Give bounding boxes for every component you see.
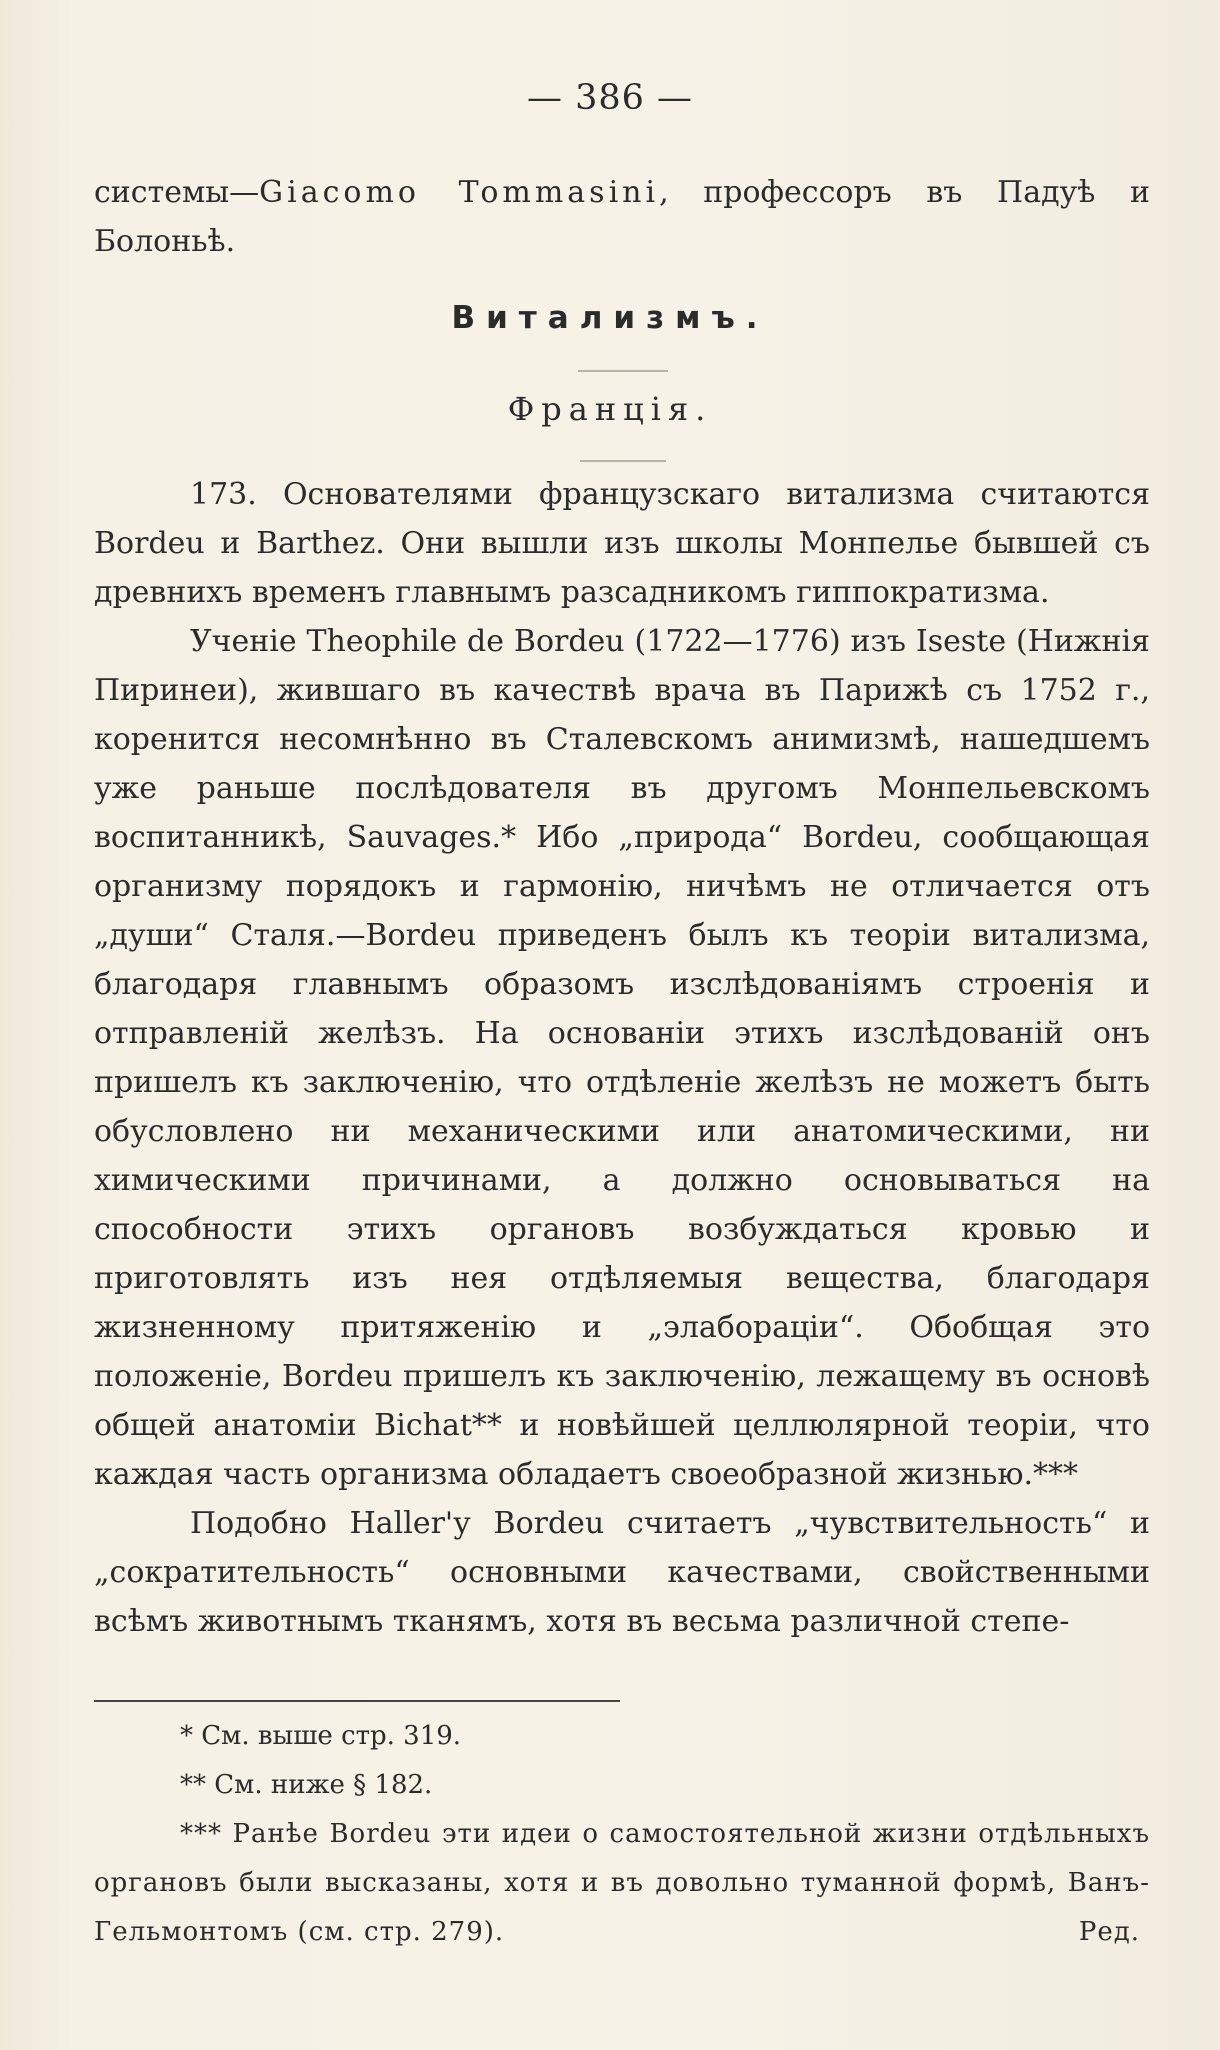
paragraph-173: 173. Основателями французскаго витализма считаются Bordeu и Barthez. Они вышли изъ школы Монпелье бывшей съ древнихъ временъ главнымъ разсадникомъ гиппократизма. [94,477,1150,610]
paragraph-haller: Подобно Haller'у Bordeu считаетъ „чувствительность“ и „сократительность“ основными качествами, свойственными всѣмъ животнымъ тканямъ, хотя въ весьма различной степе- [94,1506,1150,1639]
footnote-2: ** См. ниже § 182. [180,1770,433,1800]
heading-divider [578,370,668,372]
footnote-1: * См. выше стр. 319. [180,1721,462,1751]
subsection-heading: Франція. [507,390,713,428]
subheading-divider [580,460,666,462]
page-number: — 386 — [526,78,694,118]
footnote-3-text: *** Ранѣе Bordeu эти идеи о самостоятельной жизни отдѣльныхъ органовъ были высказаны, хотя и въ довольно туманной формѣ, Ванъ-Гельмонтомъ (см. стр. 279). [94,1819,1150,1947]
body-text [94,470,1150,1646]
editor-note: Ред. [1078,1917,1140,1947]
continuation-name: Giacomo Tommasini [259,175,660,210]
paragraph-bordeu: Ученіе Theophile de Bordeu (1722—1776) изъ Iseste (Нижнія Пиринеи), жившаго въ качествѣ врача въ Парижѣ съ 1752 г., коренится несомнѣнно въ Сталевскомъ анимизмѣ, нашедшемъ уже раньше послѣдователя въ другомъ Монпельевскомъ воспитанникѣ, Sauvages.* Ибо „природа“ Bordeu, сообщающая организму порядокъ и гармонію, ничѣмъ не отличается отъ „души“ Сталя.—Bordeu приведенъ былъ къ теоріи витализма, благодаря главнымъ образомъ изслѣдованіямъ строенія и отправленій желѣзъ. На основаніи этихъ изслѣдованій онъ пришелъ къ заключенію, что отдѣленіе желѣзъ не можетъ быть обусловлено ни механическими или анатомическими, ни химическими причинами, а должно основываться на способности этихъ органовъ возбуждаться кровью и приготовлять изъ нея отдѣляемыя вещества, благодаря жизненному притяженію и „элабораціи“. Обобщая это положеніе, Bordeu пришелъ къ заключенію, лежащему въ основѣ общей анатоміи Bichat** и новѣйшей целлюлярной теоріи, что каждая часть организма обладаетъ своеобразной жизнью.*** [94,624,1150,1492]
continuation-text [94,168,1150,266]
section-heading: Витализмъ. [451,300,769,336]
footnotes [94,1712,1150,1957]
continuation-prefix: системы— [94,175,260,210]
footnote-3 [94,1810,1150,1957]
continuation-suffix: , профессоръ въ Падуѣ и Болоньѣ. [94,175,1150,259]
footnote-rule [94,1700,620,1702]
